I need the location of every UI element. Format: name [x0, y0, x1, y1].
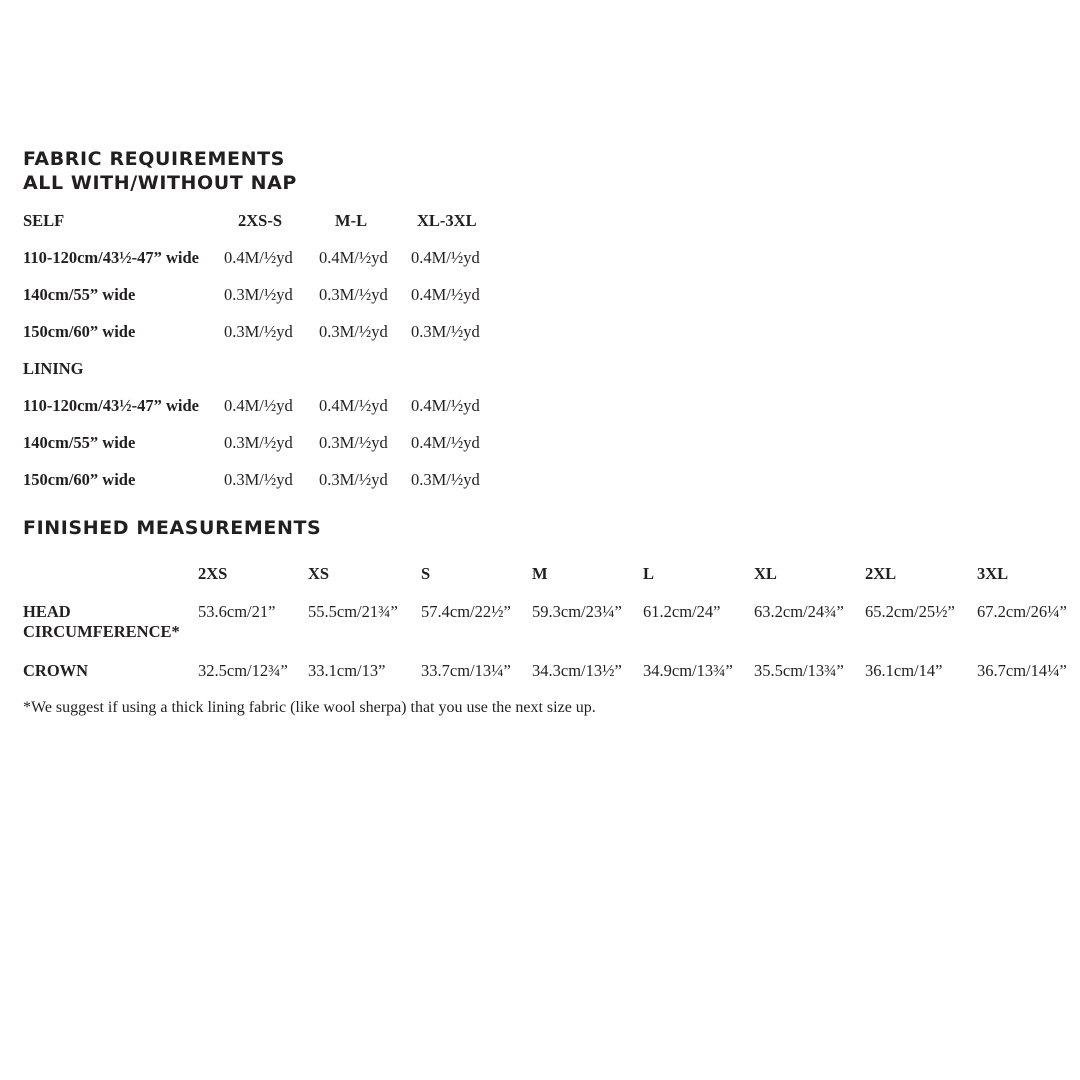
fabric-amount: 0.3M/½yd — [224, 285, 293, 304]
measurement-value: 53.6cm/21” — [198, 602, 276, 621]
fabric-amount: 0.3M/½yd — [319, 322, 388, 341]
measurement-value: 35.5cm/13¾” — [754, 661, 844, 680]
fabric-amount: 0.4M/½yd — [224, 396, 293, 415]
fabric-width-label: 110-120cm/43½-47” wide — [23, 248, 199, 267]
fabric-width-label: 140cm/55” wide — [23, 433, 136, 452]
sizing-footnote: *We suggest if using a thick lining fabric (like wool sherpa) that you use the next size up. — [23, 699, 596, 716]
head-label-line2: CIRCUMFERENCE* — [23, 622, 180, 641]
lining-label: LINING — [23, 359, 84, 378]
fabric-width-label: 110-120cm/43½-47” wide — [23, 396, 199, 415]
size-header: S — [421, 564, 431, 583]
measurement-value: 36.1cm/14” — [865, 661, 943, 680]
fabric-amount: 0.3M/½yd — [224, 470, 293, 489]
fabric-amount: 0.4M/½yd — [319, 248, 388, 267]
fabric-width-label: 150cm/60” wide — [23, 470, 136, 489]
measurement-value: 34.9cm/13¾” — [643, 661, 733, 680]
size-header: XL — [754, 564, 777, 583]
measurement-value: 57.4cm/22½” — [421, 602, 511, 621]
fabric-amount: 0.3M/½yd — [224, 322, 293, 341]
fabric-amount: 0.3M/½yd — [411, 322, 480, 341]
fabric-requirements-heading — [23, 147, 297, 195]
measurement-value: 65.2cm/25½” — [865, 602, 955, 621]
fabric-amount: 0.4M/½yd — [411, 285, 480, 304]
fabric-title-line1: FABRIC REQUIREMENTS — [23, 148, 285, 170]
size-header: M — [532, 564, 548, 583]
size-header: 2XS-S — [238, 211, 283, 230]
measurement-value: 33.1cm/13” — [308, 661, 386, 680]
size-header: 2XS — [198, 564, 228, 583]
size-header: M-L — [335, 211, 368, 230]
fabric-amount: 0.3M/½yd — [411, 470, 480, 489]
size-header: L — [643, 564, 655, 583]
fabric-amount: 0.3M/½yd — [224, 433, 293, 452]
measurement-value: 34.3cm/13½” — [532, 661, 622, 680]
size-header: XS — [308, 564, 330, 583]
fabric-amount: 0.3M/½yd — [319, 433, 388, 452]
crown-label: CROWN — [23, 661, 89, 680]
measurement-value: 63.2cm/24¾” — [754, 602, 844, 621]
size-header: 3XL — [977, 564, 1009, 583]
fabric-amount: 0.3M/½yd — [319, 470, 388, 489]
measurement-value: 67.2cm/26¼” — [977, 602, 1067, 621]
measurement-value: 59.3cm/23¼” — [532, 602, 622, 621]
fabric-width-label: 140cm/55” wide — [23, 285, 136, 304]
fabric-title-line2: ALL WITH/WITHOUT NAP — [23, 172, 297, 194]
fabric-width-label: 150cm/60” wide — [23, 322, 136, 341]
fabric-amount: 0.4M/½yd — [224, 248, 293, 267]
finished-measurements-heading: FINISHED MEASUREMENTS — [23, 517, 322, 539]
measurement-value: 33.7cm/13¼” — [421, 661, 511, 680]
fabric-amount: 0.4M/½yd — [411, 248, 480, 267]
size-header: 2XL — [865, 564, 897, 583]
fabric-amount: 0.4M/½yd — [411, 433, 480, 452]
measurement-value: 32.5cm/12¾” — [198, 661, 288, 680]
fabric-amount: 0.4M/½yd — [319, 396, 388, 415]
self-label: SELF — [23, 211, 65, 230]
size-header: XL-3XL — [417, 211, 477, 230]
fabric-amount: 0.3M/½yd — [319, 285, 388, 304]
fabric-amount: 0.4M/½yd — [411, 396, 480, 415]
head-label-line1: HEAD — [23, 602, 71, 621]
measurement-value: 36.7cm/14¼” — [977, 661, 1067, 680]
measurement-value: 55.5cm/21¾” — [308, 602, 398, 621]
measurement-value: 61.2cm/24” — [643, 602, 721, 621]
